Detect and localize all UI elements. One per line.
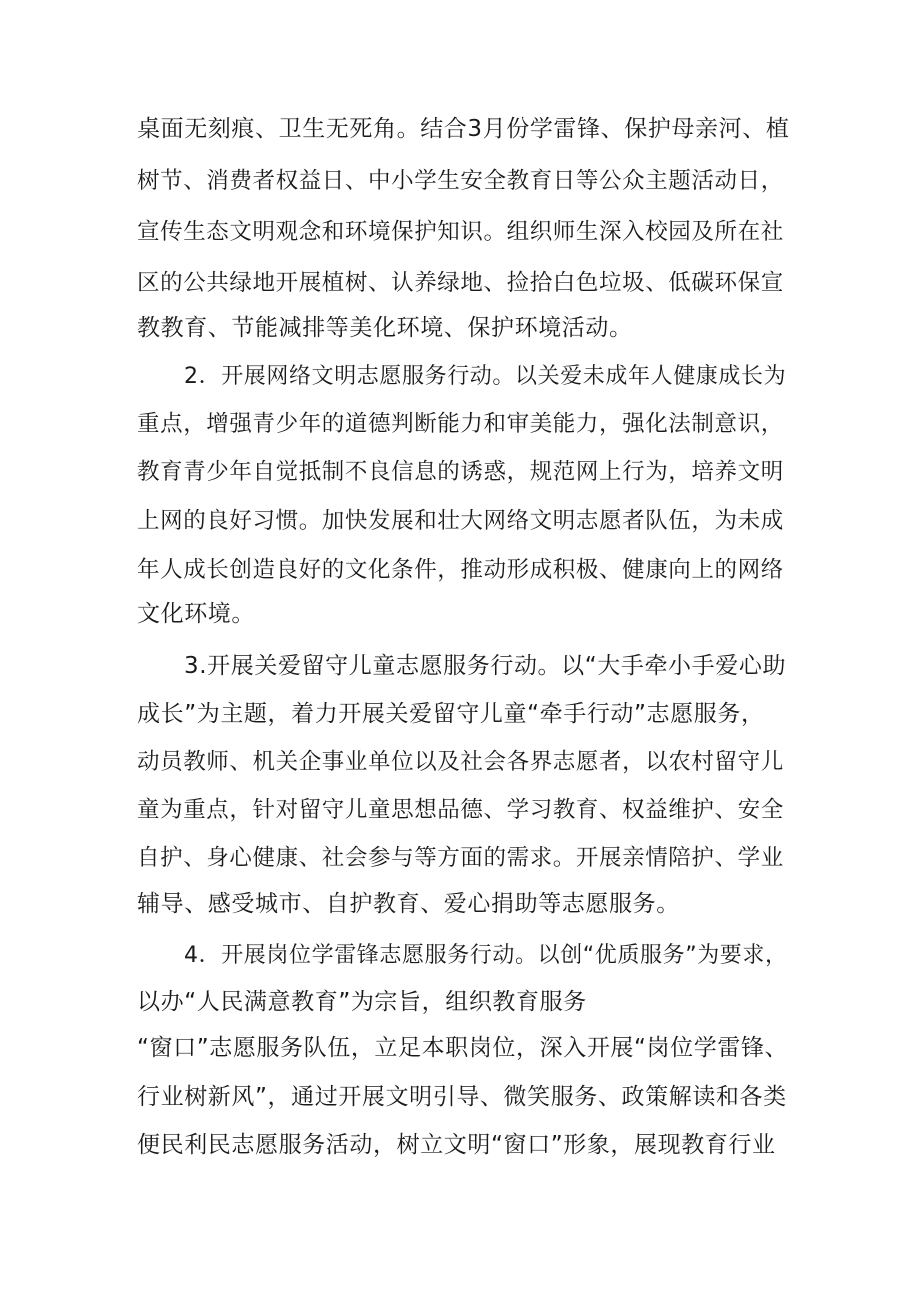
paragraph-2-heading: 2．开展网络文明志愿服务行动。以关爱未成年人健康成长为 (184, 364, 787, 389)
text-line: 区的公共绿地开展植树、认养绿地、捡拾白色垃圾、低碳环保宣 (137, 270, 784, 296)
text-line: 童为重点，针对留守儿童思想品德、学习教育、权益维护、安全 (137, 797, 784, 823)
text-line: 教教育、节能减排等美化环境、保护环境活动。 (137, 315, 633, 341)
text-line: 以办“人民满意教育”为宗旨，组织教育服务 (137, 989, 587, 1015)
text-line: 文化环境。 (137, 601, 255, 627)
text-line: 行业树新风”，通过开展文明引导、微笑服务、政策解读和各类 (137, 1084, 787, 1110)
text-line: 动员教师、机关企事业单位以及社会各界志愿者，以农村留守儿 (137, 749, 784, 775)
text-line: 年人成长创造良好的文化条件，推动形成积极、健康向上的网络 (137, 557, 784, 583)
text-line: 成长”为主题，着力开展关爱留守儿童“牵手行动”志愿服务， (137, 701, 765, 727)
text-line: “窗口”志愿服务队伍，立足本职岗位，深入开展“岗位学雷锋、 (137, 1035, 789, 1061)
paragraph-3-heading: 3.开展关爱留守儿童志愿服务行动。以“大手牵小手爱心助 (184, 653, 787, 679)
text-line: 桌面无刻痕、卫生无死角。结合3月份学雷锋、保护母亲河、植 (137, 116, 790, 142)
text-line: 重点，增强青少年的道德判断能力和审美能力，强化法制意识， (137, 411, 784, 437)
paragraph-4-heading: 4．开展岗位学雷锋志愿服务行动。以创“优质服务”为要求， (184, 943, 788, 968)
text-line: 自护、身心健康、社会参与等方面的需求。开展亲情陪护、学业 (137, 845, 784, 871)
text-line: 辅导、感受城市、自护教育、爱心捐助等志愿服务。 (137, 891, 680, 917)
text-line: 教育青少年自觉抵制不良信息的诱惑，规范网上行为，培养文明 (137, 459, 784, 485)
text-line: 宣传生态文明观念和环境保护知识。组织师生深入校园及所在社 (137, 219, 784, 245)
text-line: 上网的良好习惯。加快发展和壮大网络文明志愿者队伍，为未成 (137, 508, 784, 534)
text-line: 便民利民志愿服务活动，树立文明“窗口”形象，展现教育行业 (137, 1132, 776, 1158)
text-line: 树节、消费者权益日、中小学生安全教育日等公众主题活动日， (137, 168, 784, 194)
